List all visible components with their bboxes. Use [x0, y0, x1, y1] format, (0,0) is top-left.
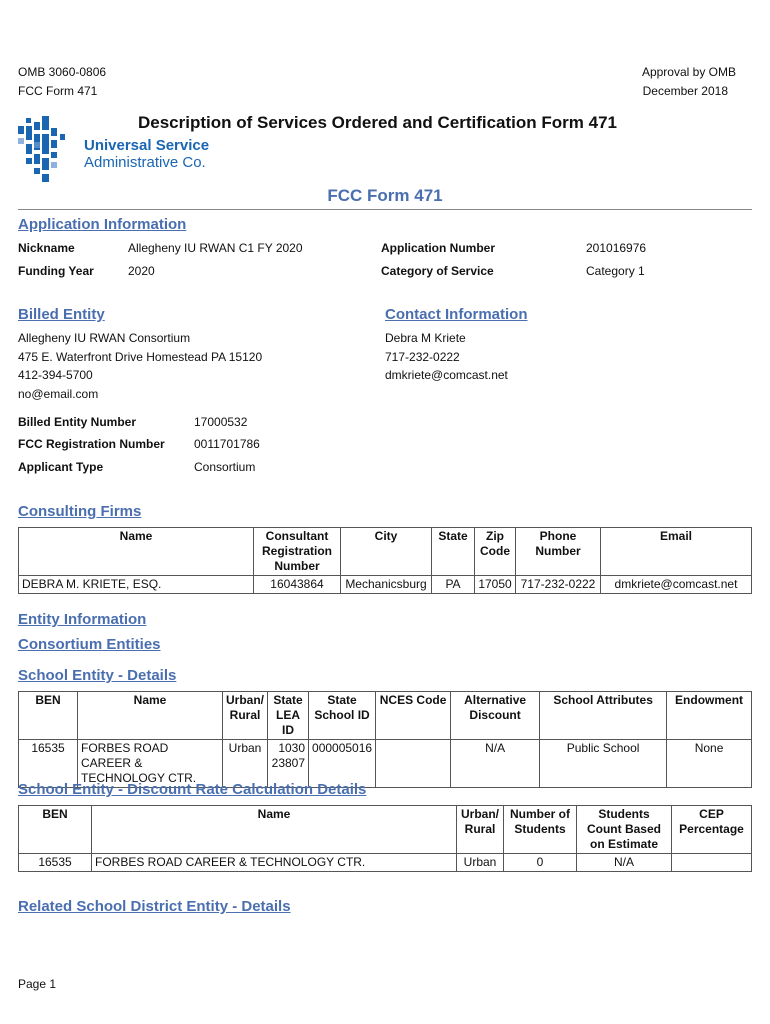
form-number: FCC Form 471	[18, 84, 98, 98]
application-number-value: 201016976	[586, 241, 647, 255]
school-entity-table	[18, 691, 752, 788]
cell-name: DEBRA M. KRIETE, ESQ.	[19, 576, 254, 594]
contact-details	[385, 329, 508, 385]
cell-state: PA	[432, 576, 475, 594]
table-header-row	[19, 692, 752, 740]
cell-nces-code	[376, 740, 451, 788]
col-alternative-discount: Alternative Discount	[451, 692, 540, 740]
consulting-firms-table	[18, 527, 752, 594]
cell-email: dmkriete@comcast.net	[601, 576, 752, 594]
col-name: Name	[92, 806, 457, 854]
section-discount-rate-details: School Entity - Discount Rate Calculation Details	[18, 781, 367, 798]
fcc-registration-value: 0011701786	[194, 437, 260, 451]
section-application-information: Application Information	[18, 216, 187, 233]
cell-name: FORBES ROAD CAREER & TECHNOLOGY CTR.	[78, 740, 223, 788]
cell-endowment: None	[667, 740, 752, 788]
divider	[18, 209, 752, 210]
cell-name: FORBES ROAD CAREER & TECHNOLOGY CTR.	[92, 854, 457, 872]
applicant-type-value: Consortium	[194, 460, 256, 474]
usac-logo-icon	[16, 114, 82, 186]
section-related-school-district: Related School District Entity - Details	[18, 898, 291, 915]
section-billed-entity: Billed Entity	[18, 306, 105, 323]
category-value: Category 1	[586, 264, 645, 278]
billed-entity-line: no@email.com	[18, 386, 99, 401]
cell-zip: 17050	[475, 576, 516, 594]
billed-entity-number-label: Billed Entity Number	[18, 415, 137, 429]
col-city: City	[341, 528, 432, 576]
cell-state-lea-id: 1030 23807	[268, 740, 309, 788]
col-phone: Phone Number	[516, 528, 601, 576]
billed-entity-number-value: 17000532	[194, 415, 248, 429]
cell-ben: 16535	[19, 740, 78, 788]
omb-number: OMB 3060-0806	[18, 65, 107, 79]
col-email: Email	[601, 528, 752, 576]
col-school-attributes: School Attributes	[540, 692, 667, 740]
col-urban-rural: Urban/ Rural	[457, 806, 504, 854]
col-state: State	[432, 528, 475, 576]
col-state-school-id: State School ID	[309, 692, 376, 740]
col-ben: BEN	[19, 692, 78, 740]
category-label: Category of Service	[381, 264, 494, 278]
col-zip: Zip Code	[475, 528, 516, 576]
funding-year-label: Funding Year	[18, 264, 94, 278]
discount-rate-table	[18, 805, 752, 872]
cell-students-estimate: N/A	[577, 854, 672, 872]
table-row	[19, 576, 752, 594]
document-title: Description of Services Ordered and Certification Form 471	[138, 113, 617, 132]
col-endowment: Endowment	[667, 692, 752, 740]
col-urban-rural: Urban/ Rural	[223, 692, 268, 740]
cell-cep-percentage	[672, 854, 752, 872]
form-subtitle: FCC Form 471	[327, 186, 443, 205]
cell-urban-rural: Urban	[223, 740, 268, 788]
section-school-entity-details: School Entity - Details	[18, 667, 177, 684]
billed-entity-line: 412-394-5700	[18, 368, 93, 382]
cell-crn: 16043864	[254, 576, 341, 594]
contact-line: Debra M Kriete	[385, 331, 466, 345]
col-nces-code: NCES Code	[376, 692, 451, 740]
fcc-registration-label: FCC Registration Number	[18, 437, 165, 451]
col-students-estimate: Students Count Based on Estimate	[577, 806, 672, 854]
billed-entity-address	[18, 329, 262, 403]
col-cep-percentage: CEP Percentage	[672, 806, 752, 854]
nickname-label: Nickname	[18, 241, 75, 255]
col-name: Name	[19, 528, 254, 576]
table-row	[19, 854, 752, 872]
cell-ben: 16535	[19, 854, 92, 872]
nickname-value: Allegheny IU RWAN C1 FY 2020	[128, 241, 303, 255]
form-date: December 2018	[642, 84, 728, 98]
page-number: Page 1	[18, 977, 57, 991]
cell-number-of-students: 0	[504, 854, 577, 872]
applicant-type-label: Applicant Type	[18, 460, 104, 474]
cell-school-attributes: Public School	[540, 740, 667, 788]
col-state-lea-id: State LEA ID	[268, 692, 309, 740]
contact-line: 717-232-0222	[385, 349, 460, 364]
omb-approval: Approval by OMB	[641, 65, 736, 79]
cell-phone: 717-232-0222	[516, 576, 601, 594]
table-header-row	[19, 528, 752, 576]
logo-text-line1: Universal Service	[84, 137, 210, 154]
col-ben: BEN	[19, 806, 92, 854]
cell-urban-rural: Urban	[457, 854, 504, 872]
table-header-row	[19, 806, 752, 854]
col-name: Name	[78, 692, 223, 740]
cell-state-school-id: 000005016	[309, 740, 376, 788]
funding-year-value: 2020	[128, 264, 155, 278]
col-consultant-registration: Consultant Registration Number	[254, 528, 341, 576]
application-number-label: Application Number	[381, 241, 496, 255]
section-consortium-entities: Consortium Entities	[18, 636, 161, 653]
billed-entity-line: Allegheny IU RWAN Consortium	[18, 331, 191, 345]
contact-line: dmkriete@comcast.net	[385, 368, 508, 382]
billed-entity-line: 475 E. Waterfront Drive Homestead PA 15120	[18, 349, 263, 364]
cell-alternative-discount: N/A	[451, 740, 540, 788]
col-number-of-students: Number of Students	[504, 806, 577, 854]
logo-text-line2: Administrative Co.	[84, 154, 206, 171]
section-consulting-firms: Consulting Firms	[18, 503, 142, 520]
section-contact-information: Contact Information	[385, 306, 528, 323]
section-entity-information: Entity Information	[18, 611, 147, 628]
cell-city: Mechanicsburg	[341, 576, 432, 594]
